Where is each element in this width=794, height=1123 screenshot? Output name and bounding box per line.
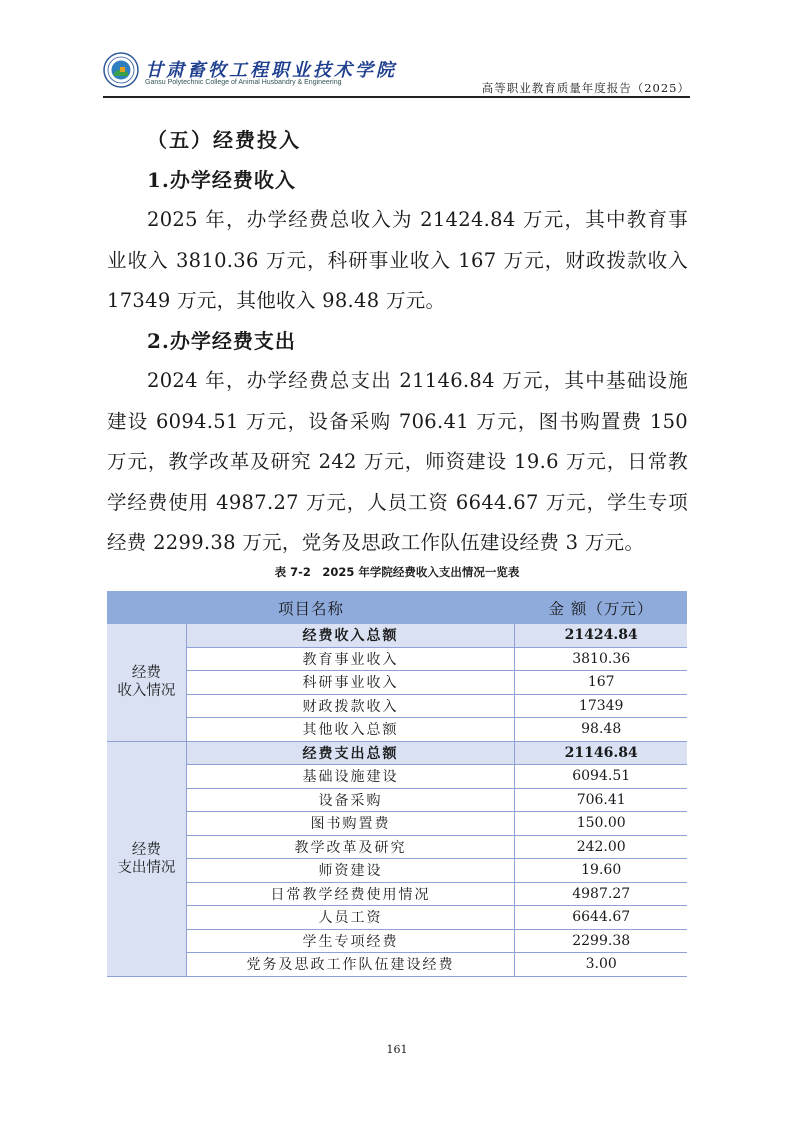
item-amount: 21424.84 (515, 624, 687, 647)
table-header-row (107, 591, 687, 624)
item-amount: 4987.27 (515, 882, 687, 906)
header-divider (103, 96, 690, 98)
college-logo-icon (103, 52, 139, 88)
expense-paragraph: 2024 年，办学经费总支出 21146.84 万元，其中基础设施建设 6094.51 万元，设备采购 706.41 万元，图书购置费 150 万元，教学改革及研究 242 万元，师资建设 19.6 万元，日常教学经费使用 4987.27 万元，人员工资 6644.67 万元，学生专项经费 2299.38 万元，党务及思政工作队伍建设经费 3 万元。 (107, 369, 688, 554)
item-name: 人员工资 (186, 906, 515, 930)
header-item-name: 项目名称 (107, 591, 515, 624)
group-label-line: 经费 (131, 841, 161, 858)
item-amount: 150.00 (515, 812, 687, 836)
item-amount: 17349 (515, 694, 687, 718)
school-name-cn: 甘肃畜牧工程职业技术学院 (145, 60, 397, 81)
fund-table (107, 591, 687, 977)
table-row (107, 765, 687, 789)
item-amount: 21146.84 (515, 741, 687, 765)
item-name: 设备采购 (186, 788, 515, 812)
table-row (107, 671, 687, 695)
table-caption: 表 7-2 2025 年学院经费收入支出情况一览表 (274, 565, 520, 579)
school-name-en: Gansu Polytechnic College of Animal Husbandry & Engineering (145, 79, 342, 86)
item-amount: 242.00 (515, 835, 687, 859)
item-name: 师资建设 (186, 859, 515, 883)
item-name: 教育事业收入 (186, 647, 515, 671)
item-name: 基础设施建设 (186, 765, 515, 789)
table-row (107, 906, 687, 930)
item-name: 学生专项经费 (186, 929, 515, 953)
table-row (107, 694, 687, 718)
table-row (107, 859, 687, 883)
item-amount: 19.60 (515, 859, 687, 883)
table-row (107, 953, 687, 977)
income-total-row (107, 624, 687, 647)
table-row (107, 882, 687, 906)
item-amount: 3.00 (515, 953, 687, 977)
page-number: 161 (386, 1043, 408, 1056)
item-name: 日常教学经费使用情况 (186, 882, 515, 906)
item-amount: 6644.67 (515, 906, 687, 930)
item-amount: 2299.38 (515, 929, 687, 953)
table-row (107, 718, 687, 742)
table-row (107, 835, 687, 859)
item-name: 教学改革及研究 (186, 835, 515, 859)
item-name: 图书购置费 (186, 812, 515, 836)
expense-total-row (107, 741, 687, 765)
group-label-line: 经费 (131, 665, 161, 682)
section-title: （五）经费投入 (147, 128, 301, 152)
item-amount: 3810.36 (515, 647, 687, 671)
item-amount: 6094.51 (515, 765, 687, 789)
table-row (107, 812, 687, 836)
table-row (107, 647, 687, 671)
item-name: 财政拨款收入 (186, 694, 515, 718)
report-title: 高等职业教育质量年度报告（2025） (481, 81, 690, 95)
item-name: 党务及思政工作队伍建设经费 (186, 953, 515, 977)
subsection-title-expense: 2.办学经费支出 (147, 329, 296, 353)
income-paragraph: 2025 年，办学经费总收入为 21424.84 万元，其中教育事业收入 3810.36 万元，科研事业收入 167 万元，财政拨款收入 17349 万元，其他收入 98.48 万元。 (107, 208, 688, 312)
expense-group-label (107, 741, 186, 976)
item-amount: 98.48 (515, 718, 687, 742)
page-header (103, 50, 690, 96)
item-name: 经费支出总额 (186, 741, 515, 765)
header-amount: 金 额（万元） (515, 591, 687, 624)
table-row (107, 788, 687, 812)
item-amount: 167 (515, 671, 687, 695)
item-amount: 706.41 (515, 788, 687, 812)
item-name: 经费收入总额 (186, 624, 515, 647)
income-group-label (107, 624, 186, 741)
group-label-line: 收入情况 (117, 683, 176, 700)
item-name: 科研事业收入 (186, 671, 515, 695)
table-row (107, 929, 687, 953)
group-label-line: 支出情况 (117, 859, 176, 876)
item-name: 其他收入总额 (186, 718, 515, 742)
subsection-title-income: 1.办学经费收入 (147, 168, 296, 192)
